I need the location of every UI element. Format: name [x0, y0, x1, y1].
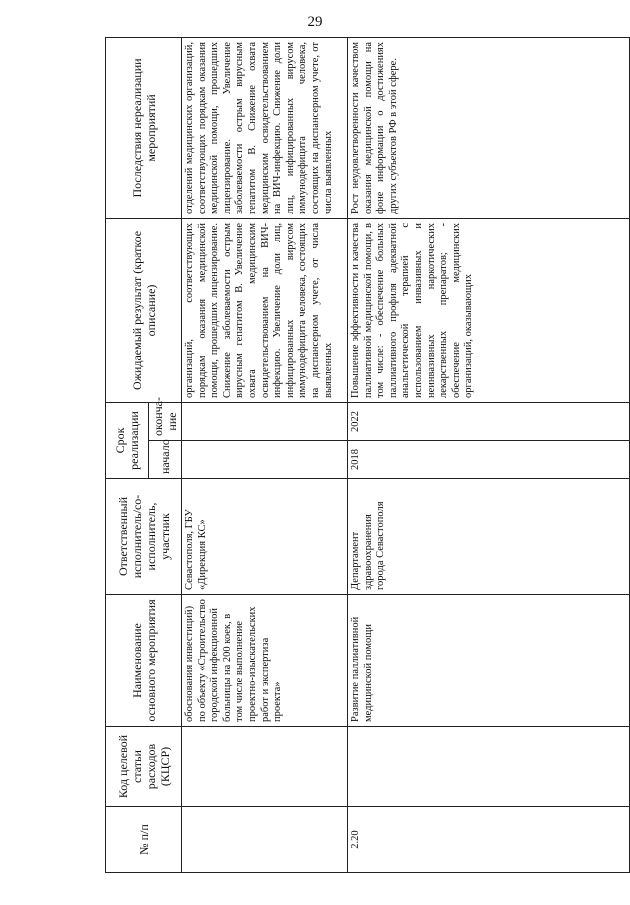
cell-code — [348, 727, 630, 807]
cell-end: 2022 — [348, 402, 630, 440]
header-num: № п/п — [106, 807, 182, 873]
cell-name: обоснования инвестиций) по объекту «Строительство городской инфекционной больницы на 200 коек, в том числе выполнение проектно-изыскательских работ и экспертиза проекта» — [182, 595, 348, 727]
table-row — [348, 37, 630, 872]
cell-start: 2018 — [348, 441, 630, 479]
cell-code — [182, 727, 348, 807]
cell-result: Повышение эффективности и качества паллиативной медицинской помощи, в том числе: - обеспечение больных паллиативного профиля адекватной анальгетической терапией с использованием инвазивных и неинвазивных наркотических лекарственных препаратов; - обеспечение медицинских организаций, оказывающих — [348, 218, 630, 402]
cell-consequences: Рост неудовлетворенности качеством оказания медицинской помощи на фоне информации о достижениях других субъектов РФ в этой сфере. — [348, 37, 630, 218]
header-end: оконча-ние — [149, 402, 182, 440]
header-executor: Ответственный исполнитель/со-исполнитель, участник — [106, 479, 182, 595]
header-code: Код целевой статьи расходов (КЦСР) — [106, 727, 182, 807]
measures-table — [105, 37, 630, 873]
cell-consequences: отделений медицинских организаций, соответствующих порядкам оказания медицинской помощи, прошедших лицензирование. Увеличение заболеваемости острым вирусным гепатитом В. Снижение охвата медицинским освидетельствованием на ВИЧ-инфекцию. Снижение доли лиц, инфицированных вирусом иммунодефицита человека, состоящих на диспансерном учете, от числа выявленных — [182, 37, 348, 218]
header-start: начало — [149, 441, 182, 479]
cell-name: Развитие паллиативной медицинской помощи — [348, 595, 630, 727]
header-result: Ожидаемый результат (краткое описание) — [106, 218, 182, 402]
cell-executor: Департамент здравоохранения города Севастополя — [348, 479, 630, 595]
header-name: Наименование основного мероприятия — [106, 595, 182, 727]
header-period: Срок реализации — [106, 402, 149, 478]
cell-executor: Севастополя, ГБУ «Дирекция КС» — [182, 479, 348, 595]
rotated-table-wrapper — [105, 38, 630, 873]
page-number: 29 — [307, 14, 323, 30]
cell-num — [182, 807, 348, 873]
cell-num: 2.20 — [348, 807, 630, 873]
table-row — [182, 37, 348, 872]
header-consequences: Последствия нереализации мероприятий — [106, 37, 182, 218]
cell-start — [182, 441, 348, 479]
cell-end — [182, 402, 348, 440]
header-row — [106, 37, 149, 872]
cell-result: организаций, соответствующих порядкам оказания медицинской помощи, прошедших лицензирование. Снижение заболеваемости острым вирусным гепатитом В. Увеличение охвата медицинским освидетельствованием на ВИЧ-инфекцию. Увеличение доли лиц, инфицированных вирусом иммунодефицита человека, состоящих на диспансерном учете, от числа выявленных — [182, 218, 348, 402]
